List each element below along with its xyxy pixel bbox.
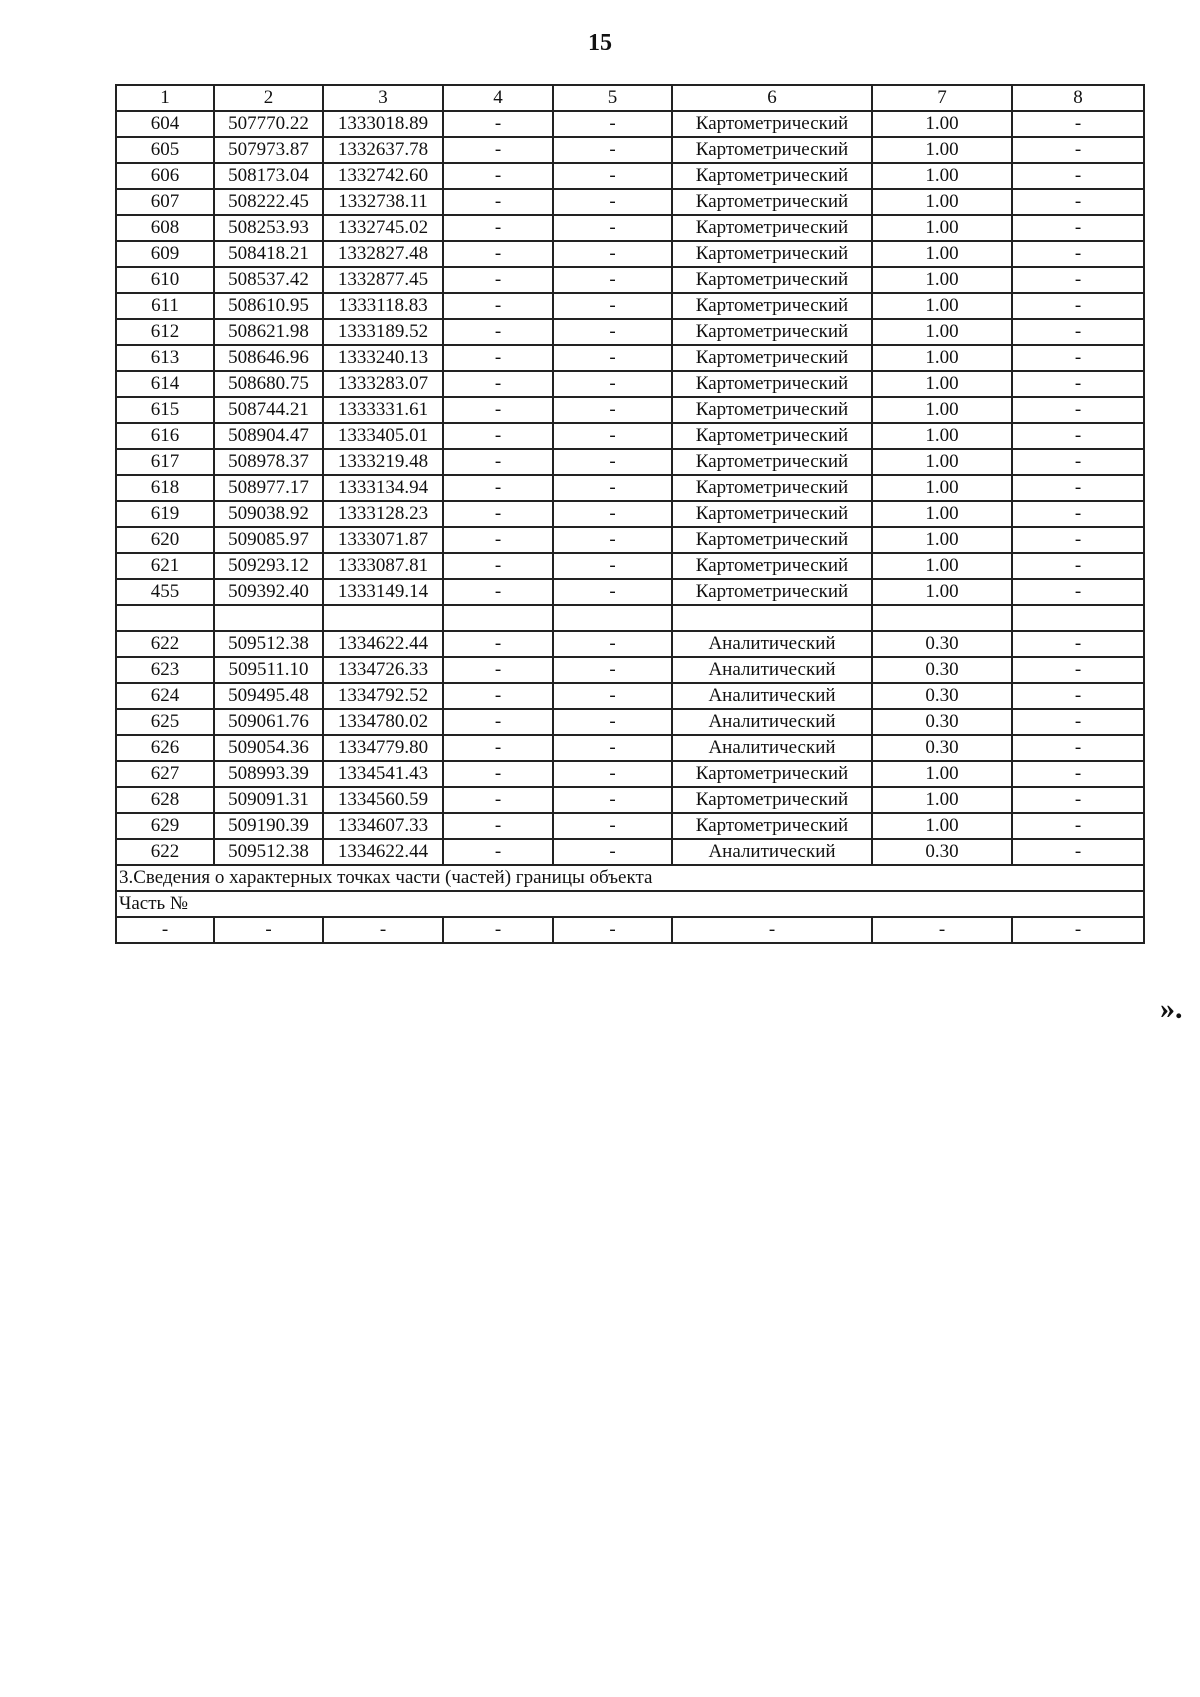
cell-col-7: 0.30 xyxy=(872,839,1012,865)
cell-col-7: 1.00 xyxy=(872,215,1012,241)
cell-col-7: 1.00 xyxy=(872,475,1012,501)
cell-col-1: 610 xyxy=(116,267,214,293)
cell-col-7: 1.00 xyxy=(872,397,1012,423)
cell-col-7: 1.00 xyxy=(872,761,1012,787)
cell-col-5: - xyxy=(553,709,672,735)
cell-col-1: 620 xyxy=(116,527,214,553)
cell-col-6: Картометрический xyxy=(672,111,872,137)
cell-col-6: 6 xyxy=(672,85,872,111)
cell-col-8: - xyxy=(1012,423,1144,449)
cell-col-6: Картометрический xyxy=(672,761,872,787)
cell-col-5: 5 xyxy=(553,85,672,111)
cell-col-8: - xyxy=(1012,553,1144,579)
cell-col-7: 1.00 xyxy=(872,501,1012,527)
cell-col-4: - xyxy=(443,527,553,553)
cell-col-4: - xyxy=(443,501,553,527)
part-number-label-text: Часть № xyxy=(116,891,1144,917)
cell-col-7: 1.00 xyxy=(872,371,1012,397)
cell-col-5: - xyxy=(553,241,672,267)
cell-col-3: 1332877.45 xyxy=(323,267,443,293)
empty-cell xyxy=(214,605,323,631)
cell-col-4: - xyxy=(443,397,553,423)
cell-col-1: 604 xyxy=(116,111,214,137)
cell-col-3: 1334780.02 xyxy=(323,709,443,735)
table-row xyxy=(116,423,1144,449)
cell-col-1: 624 xyxy=(116,683,214,709)
cell-col-5: - xyxy=(553,345,672,371)
table-row xyxy=(116,839,1144,865)
cell-col-5: - xyxy=(553,215,672,241)
cell-col-1: 605 xyxy=(116,137,214,163)
cell-col-3: 1333405.01 xyxy=(323,423,443,449)
cell-col-1: 623 xyxy=(116,657,214,683)
dash-row xyxy=(116,917,1144,943)
cell-col-5: - xyxy=(553,917,672,943)
cell-col-7: 1.00 xyxy=(872,319,1012,345)
cell-col-3: 1333134.94 xyxy=(323,475,443,501)
cell-col-4: - xyxy=(443,163,553,189)
cell-col-6: Картометрический xyxy=(672,371,872,397)
cell-col-3: 1332637.78 xyxy=(323,137,443,163)
cell-col-2: 508418.21 xyxy=(214,241,323,267)
cell-col-3: 1334560.59 xyxy=(323,787,443,813)
cell-col-8: - xyxy=(1012,761,1144,787)
table-row xyxy=(116,787,1144,813)
cell-col-3: 1333219.48 xyxy=(323,449,443,475)
cell-col-1: 619 xyxy=(116,501,214,527)
cell-col-5: - xyxy=(553,371,672,397)
cell-col-2: 508537.42 xyxy=(214,267,323,293)
cell-col-7: 1.00 xyxy=(872,189,1012,215)
part-number-label xyxy=(116,891,1144,917)
cell-col-5: - xyxy=(553,553,672,579)
cell-col-1: 614 xyxy=(116,371,214,397)
cell-col-8: - xyxy=(1012,657,1144,683)
cell-col-7: 0.30 xyxy=(872,631,1012,657)
cell-col-8: - xyxy=(1012,371,1144,397)
cell-col-2: - xyxy=(214,917,323,943)
cell-col-3: 1332827.48 xyxy=(323,241,443,267)
cell-col-7: 0.30 xyxy=(872,683,1012,709)
cell-col-2: 508904.47 xyxy=(214,423,323,449)
cell-col-5: - xyxy=(553,137,672,163)
cell-col-5: - xyxy=(553,423,672,449)
cell-col-4: - xyxy=(443,319,553,345)
cell-col-8: - xyxy=(1012,917,1144,943)
cell-col-7: 1.00 xyxy=(872,813,1012,839)
cell-col-4: - xyxy=(443,657,553,683)
cell-col-2: 509061.76 xyxy=(214,709,323,735)
cell-col-3: 1333331.61 xyxy=(323,397,443,423)
cell-col-3: 1333240.13 xyxy=(323,345,443,371)
table-row xyxy=(116,475,1144,501)
table-row xyxy=(116,319,1144,345)
cell-col-3: 1333189.52 xyxy=(323,319,443,345)
cell-col-8: - xyxy=(1012,683,1144,709)
cell-col-7: 0.30 xyxy=(872,735,1012,761)
cell-col-1: 1 xyxy=(116,85,214,111)
cell-col-3: 1334622.44 xyxy=(323,839,443,865)
closing-quote: ». xyxy=(1160,992,1183,1025)
cell-col-2: 509085.97 xyxy=(214,527,323,553)
cell-col-7: 1.00 xyxy=(872,137,1012,163)
cell-col-4: - xyxy=(443,631,553,657)
cell-col-3: 1333087.81 xyxy=(323,553,443,579)
cell-col-8: - xyxy=(1012,709,1144,735)
column-number-header xyxy=(116,85,1144,111)
cell-col-2: 508680.75 xyxy=(214,371,323,397)
cell-col-7: 1.00 xyxy=(872,423,1012,449)
cell-col-6: Аналитический xyxy=(672,683,872,709)
table-row xyxy=(116,111,1144,137)
cell-col-8: - xyxy=(1012,241,1144,267)
table-row xyxy=(116,735,1144,761)
cell-col-6: Картометрический xyxy=(672,527,872,553)
cell-col-6: Картометрический xyxy=(672,241,872,267)
cell-col-2: 509511.10 xyxy=(214,657,323,683)
cell-col-4: - xyxy=(443,137,553,163)
cell-col-8: - xyxy=(1012,137,1144,163)
cell-col-8: - xyxy=(1012,787,1144,813)
cell-col-1: 611 xyxy=(116,293,214,319)
cell-col-8: - xyxy=(1012,267,1144,293)
cell-col-1: 608 xyxy=(116,215,214,241)
cell-col-6: Аналитический xyxy=(672,709,872,735)
cell-col-1: 616 xyxy=(116,423,214,449)
cell-col-1: 625 xyxy=(116,709,214,735)
table-row xyxy=(116,397,1144,423)
cell-col-2: 507973.87 xyxy=(214,137,323,163)
cell-col-6: Картометрический xyxy=(672,397,872,423)
cell-col-3: 1332738.11 xyxy=(323,189,443,215)
table-row xyxy=(116,371,1144,397)
cell-col-8: - xyxy=(1012,345,1144,371)
cell-col-3: 1333118.83 xyxy=(323,293,443,319)
cell-col-5: - xyxy=(553,267,672,293)
table-row xyxy=(116,501,1144,527)
table-row xyxy=(116,345,1144,371)
cell-col-7: 1.00 xyxy=(872,787,1012,813)
cell-col-1: 622 xyxy=(116,839,214,865)
cell-col-7: 1.00 xyxy=(872,111,1012,137)
cell-col-5: - xyxy=(553,449,672,475)
table-row xyxy=(116,267,1144,293)
cell-col-4: - xyxy=(443,371,553,397)
cell-col-2: 509091.31 xyxy=(214,787,323,813)
table-row xyxy=(116,657,1144,683)
cell-col-1: 629 xyxy=(116,813,214,839)
cell-col-6: - xyxy=(672,917,872,943)
cell-col-7: 1.00 xyxy=(872,553,1012,579)
cell-col-6: Картометрический xyxy=(672,449,872,475)
cell-col-1: 606 xyxy=(116,163,214,189)
cell-col-2: 507770.22 xyxy=(214,111,323,137)
table-row xyxy=(116,813,1144,839)
cell-col-5: - xyxy=(553,787,672,813)
empty-cell xyxy=(872,605,1012,631)
cell-col-3: 1334779.80 xyxy=(323,735,443,761)
cell-col-1: - xyxy=(116,917,214,943)
cell-col-3: 1334726.33 xyxy=(323,657,443,683)
page-number: 15 xyxy=(588,30,612,56)
empty-cell xyxy=(443,605,553,631)
cell-col-5: - xyxy=(553,111,672,137)
cell-col-4: - xyxy=(443,215,553,241)
cell-col-2: 509054.36 xyxy=(214,735,323,761)
cell-col-8: - xyxy=(1012,735,1144,761)
cell-col-4: - xyxy=(443,293,553,319)
cell-col-1: 622 xyxy=(116,631,214,657)
cell-col-4: - xyxy=(443,423,553,449)
cell-col-2: 2 xyxy=(214,85,323,111)
cell-col-5: - xyxy=(553,813,672,839)
cell-col-4: - xyxy=(443,917,553,943)
cell-col-2: 508222.45 xyxy=(214,189,323,215)
cell-col-5: - xyxy=(553,189,672,215)
cell-col-5: - xyxy=(553,761,672,787)
cell-col-5: - xyxy=(553,839,672,865)
cell-col-6: Картометрический xyxy=(672,813,872,839)
cell-col-2: 509495.48 xyxy=(214,683,323,709)
cell-col-8: - xyxy=(1012,579,1144,605)
cell-col-2: 508744.21 xyxy=(214,397,323,423)
cell-col-8: - xyxy=(1012,501,1144,527)
cell-col-5: - xyxy=(553,631,672,657)
cell-col-6: Картометрический xyxy=(672,215,872,241)
cell-col-4: - xyxy=(443,267,553,293)
table-row xyxy=(116,163,1144,189)
cell-col-4: - xyxy=(443,813,553,839)
table-row xyxy=(116,189,1144,215)
cell-col-8: - xyxy=(1012,527,1144,553)
cell-col-2: 509038.92 xyxy=(214,501,323,527)
cell-col-5: - xyxy=(553,293,672,319)
empty-cell xyxy=(323,605,443,631)
cell-col-4: - xyxy=(443,761,553,787)
cell-col-2: 509512.38 xyxy=(214,839,323,865)
cell-col-4: - xyxy=(443,553,553,579)
empty-cell xyxy=(1012,605,1144,631)
cell-col-4: - xyxy=(443,345,553,371)
table-row xyxy=(116,683,1144,709)
cell-col-2: 508977.17 xyxy=(214,475,323,501)
cell-col-5: - xyxy=(553,319,672,345)
cell-col-7: 1.00 xyxy=(872,345,1012,371)
cell-col-3: 1334622.44 xyxy=(323,631,443,657)
cell-col-3: - xyxy=(323,917,443,943)
cell-col-8: - xyxy=(1012,397,1144,423)
cell-col-5: - xyxy=(553,579,672,605)
cell-col-2: 508646.96 xyxy=(214,345,323,371)
cell-col-1: 612 xyxy=(116,319,214,345)
table-row xyxy=(116,449,1144,475)
cell-col-3: 1333018.89 xyxy=(323,111,443,137)
cell-col-2: 508173.04 xyxy=(214,163,323,189)
blank-separator-row xyxy=(116,605,1144,631)
cell-col-4: - xyxy=(443,111,553,137)
cell-col-4: 4 xyxy=(443,85,553,111)
cell-col-1: 621 xyxy=(116,553,214,579)
cell-col-8: - xyxy=(1012,111,1144,137)
cell-col-2: 509190.39 xyxy=(214,813,323,839)
cell-col-6: Аналитический xyxy=(672,735,872,761)
table-row xyxy=(116,631,1144,657)
cell-col-2: 509392.40 xyxy=(214,579,323,605)
cell-col-8: - xyxy=(1012,319,1144,345)
table-row xyxy=(116,215,1144,241)
cell-col-6: Картометрический xyxy=(672,163,872,189)
cell-col-3: 1334607.33 xyxy=(323,813,443,839)
cell-col-7: 1.00 xyxy=(872,293,1012,319)
cell-col-4: - xyxy=(443,449,553,475)
cell-col-6: Картометрический xyxy=(672,423,872,449)
cell-col-5: - xyxy=(553,163,672,189)
cell-col-8: - xyxy=(1012,813,1144,839)
cell-col-6: Аналитический xyxy=(672,657,872,683)
table-row xyxy=(116,579,1144,605)
cell-col-8: - xyxy=(1012,293,1144,319)
cell-col-8: - xyxy=(1012,163,1144,189)
cell-col-8: - xyxy=(1012,839,1144,865)
cell-col-8: - xyxy=(1012,475,1144,501)
cell-col-6: Картометрический xyxy=(672,553,872,579)
cell-col-4: - xyxy=(443,787,553,813)
cell-col-5: - xyxy=(553,735,672,761)
cell-col-8: - xyxy=(1012,631,1144,657)
cell-col-8: 8 xyxy=(1012,85,1144,111)
cell-col-2: 508993.39 xyxy=(214,761,323,787)
cell-col-1: 613 xyxy=(116,345,214,371)
cell-col-2: 508621.98 xyxy=(214,319,323,345)
cell-col-6: Аналитический xyxy=(672,631,872,657)
cell-col-3: 1334792.52 xyxy=(323,683,443,709)
cell-col-3: 1333128.23 xyxy=(323,501,443,527)
cell-col-7: 1.00 xyxy=(872,527,1012,553)
cell-col-2: 508610.95 xyxy=(214,293,323,319)
cell-col-1: 455 xyxy=(116,579,214,605)
empty-cell xyxy=(553,605,672,631)
cell-col-4: - xyxy=(443,683,553,709)
cell-col-7: 1.00 xyxy=(872,267,1012,293)
cell-col-4: - xyxy=(443,241,553,267)
coordinates-table xyxy=(115,84,1145,944)
cell-col-3: 1333071.87 xyxy=(323,527,443,553)
table-row xyxy=(116,137,1144,163)
table-row xyxy=(116,241,1144,267)
cell-col-5: - xyxy=(553,657,672,683)
cell-col-5: - xyxy=(553,683,672,709)
cell-col-7: 1.00 xyxy=(872,449,1012,475)
cell-col-3: 1334541.43 xyxy=(323,761,443,787)
cell-col-7: - xyxy=(872,917,1012,943)
cell-col-6: Картометрический xyxy=(672,189,872,215)
cell-col-7: 1.00 xyxy=(872,163,1012,189)
section-3-title xyxy=(116,865,1144,891)
cell-col-5: - xyxy=(553,475,672,501)
table-row xyxy=(116,553,1144,579)
cell-col-3: 1332742.60 xyxy=(323,163,443,189)
cell-col-3: 1332745.02 xyxy=(323,215,443,241)
cell-col-1: 607 xyxy=(116,189,214,215)
cell-col-2: 509293.12 xyxy=(214,553,323,579)
empty-cell xyxy=(672,605,872,631)
table-row xyxy=(116,527,1144,553)
cell-col-4: - xyxy=(443,735,553,761)
cell-col-1: 627 xyxy=(116,761,214,787)
cell-col-8: - xyxy=(1012,215,1144,241)
cell-col-6: Картометрический xyxy=(672,319,872,345)
cell-col-6: Картометрический xyxy=(672,293,872,319)
cell-col-3: 1333149.14 xyxy=(323,579,443,605)
cell-col-1: 609 xyxy=(116,241,214,267)
cell-col-4: - xyxy=(443,839,553,865)
table-row xyxy=(116,761,1144,787)
cell-col-6: Картометрический xyxy=(672,267,872,293)
cell-col-4: - xyxy=(443,579,553,605)
cell-col-1: 615 xyxy=(116,397,214,423)
cell-col-8: - xyxy=(1012,449,1144,475)
cell-col-5: - xyxy=(553,397,672,423)
cell-col-6: Картометрический xyxy=(672,579,872,605)
cell-col-2: 509512.38 xyxy=(214,631,323,657)
cell-col-7: 7 xyxy=(872,85,1012,111)
empty-cell xyxy=(116,605,214,631)
cell-col-6: Картометрический xyxy=(672,787,872,813)
cell-col-4: - xyxy=(443,475,553,501)
table-row xyxy=(116,293,1144,319)
cell-col-8: - xyxy=(1012,189,1144,215)
table-row xyxy=(116,709,1144,735)
cell-col-6: Аналитический xyxy=(672,839,872,865)
cell-col-6: Картометрический xyxy=(672,501,872,527)
cell-col-1: 626 xyxy=(116,735,214,761)
cell-col-7: 0.30 xyxy=(872,657,1012,683)
cell-col-7: 1.00 xyxy=(872,241,1012,267)
cell-col-2: 508253.93 xyxy=(214,215,323,241)
cell-col-3: 3 xyxy=(323,85,443,111)
cell-col-5: - xyxy=(553,527,672,553)
cell-col-1: 618 xyxy=(116,475,214,501)
section-3-title-text: 3.Сведения о характерных точках части (частей) границы объекта xyxy=(116,865,1144,891)
cell-col-2: 508978.37 xyxy=(214,449,323,475)
cell-col-7: 1.00 xyxy=(872,579,1012,605)
cell-col-1: 617 xyxy=(116,449,214,475)
cell-col-6: Картометрический xyxy=(672,475,872,501)
cell-col-1: 628 xyxy=(116,787,214,813)
cell-col-3: 1333283.07 xyxy=(323,371,443,397)
cell-col-7: 0.30 xyxy=(872,709,1012,735)
cell-col-5: - xyxy=(553,501,672,527)
cell-col-4: - xyxy=(443,189,553,215)
cell-col-4: - xyxy=(443,709,553,735)
cell-col-6: Картометрический xyxy=(672,137,872,163)
cell-col-6: Картометрический xyxy=(672,345,872,371)
